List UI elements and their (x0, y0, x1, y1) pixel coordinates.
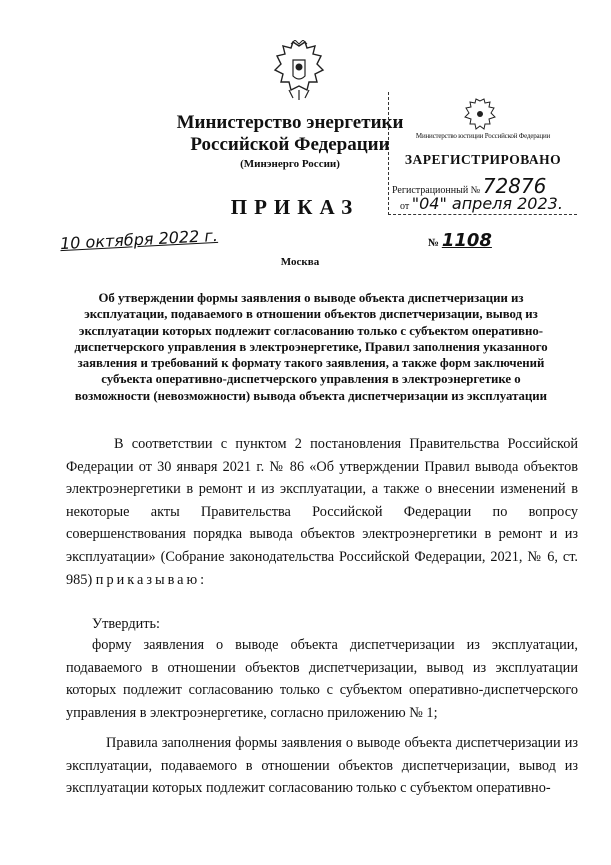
stamp-registered: ЗАРЕГИСТРИРОВАНО (404, 152, 562, 167)
preamble-text: В соответствии с пунктом 2 постановления Правительства Российской Федерации от 30 января 2021 г. № 86 «Об утверждении Правил вывода объектов электроэнергетики в ремонт и из эксплуатации, а также о внесении изменений в некоторые акты Правительства Российской Федерации по вопросу совершенствования порядка вывода объектов электроэнергетики в ремонт и из эксплуатации» (Собрание законодательства Российской Федерации, 2021, № 6, ст. 985) (66, 436, 578, 588)
ministry-abbreviation: (Минэнерго России) (240, 158, 340, 170)
document-type-title: ПРИКАЗ (230, 195, 360, 219)
stamp-reg-number: 72876 (482, 174, 547, 198)
coat-of-arms-icon (271, 40, 327, 104)
preamble-command: приказываю: (95, 571, 208, 588)
body-paragraph-approve: Утвердить: (92, 616, 161, 632)
stamp-reg-label: Регистрационный № (392, 185, 481, 196)
order-city: Москва (280, 256, 320, 268)
body-paragraph-item2: Правила заполнения формы заявления о выводе объекта диспетчеризации из эксплуатации, подаваемого в отношении объектов диспетчеризации, вывод из эксплуатации которых подлежит согласованию только с субъектом оперативно- (66, 735, 578, 797)
stamp-date (400, 194, 570, 213)
ministry-line1: Министерство энергетики (176, 112, 404, 133)
order-heading: Об утверждении формы заявления о выводе объекта диспетчеризации из эксплуатации, подаваемого в отношении объектов диспетчеризации, вывод из эксплуатации которых подлежит согласованию только с субъектом оперативно-диспетчерского управления в электроэнергетике, Правил заполнения указанного заявления и требований к формату такого заявления, а также форм заключений субъекта оперативно-диспетчерского управления в электроэнергетике о возможности (невозможности) вывода объекта диспетчеризации из эксплуатации (74, 291, 548, 403)
stamp-date-prefix: от (400, 201, 410, 212)
ministry-line2: Российской Федерации (190, 134, 390, 155)
order-number-label: № (428, 237, 440, 249)
order-date: 10 октября 2022 г. (59, 225, 219, 254)
ministry-name (160, 112, 420, 156)
stamp-ministry: Министерство юстиции Российской Федерации (415, 132, 551, 140)
body-paragraph-preamble (66, 433, 578, 591)
body-paragraph-item1: форму заявления о выводе объекта диспетчеризации из эксплуатации, подаваемого в отношении объектов диспетчеризации, вывод из эксплуатации которых подлежит согласованию только с субъектом оперативно-диспетчерского управления в электроэнергетике, согласно приложению № 1; (66, 637, 578, 721)
coat-of-arms-icon (462, 97, 498, 133)
order-number-value: 1108 (441, 230, 492, 251)
order-number (428, 230, 514, 251)
stamp-date-value: "04" апреля 2023. (411, 194, 563, 213)
